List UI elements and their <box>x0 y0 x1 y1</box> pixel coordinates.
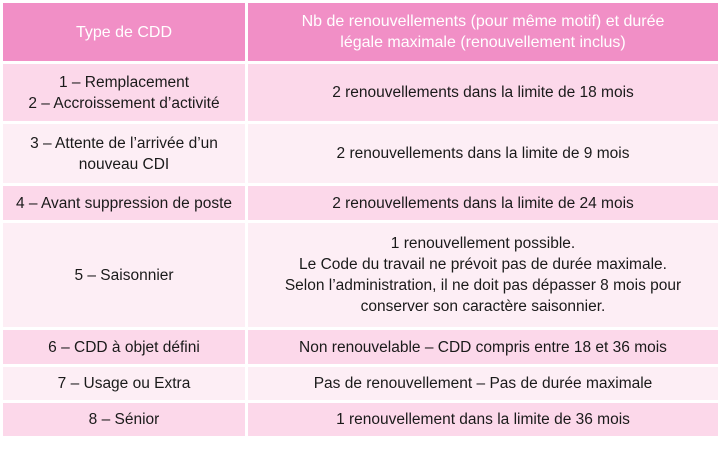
cell-line: 5 – Saisonnier <box>74 266 174 284</box>
cell-rule <box>248 223 718 327</box>
cell-line: Selon l’administration, il ne doit pas dépasser 8 mois pour <box>284 277 682 294</box>
cell-line: 3 – Attente de l’arrivée d’un <box>30 134 218 152</box>
cell-line: Non renouvelable – CDD compris entre 18 et 36 mois <box>299 338 667 356</box>
cell-rule <box>248 330 718 364</box>
cell-type <box>3 367 245 400</box>
cell-rule <box>248 367 718 400</box>
cell-rule <box>248 124 718 183</box>
table-row <box>3 223 718 327</box>
cell-line: nouveau CDI <box>78 155 170 173</box>
cell-line: 1 – Remplacement <box>58 73 190 91</box>
table-row <box>3 186 718 220</box>
table-row <box>3 403 718 436</box>
cell-line: Pas de renouvellement – Pas de durée maximale <box>313 375 653 392</box>
cell-line: conserver son caractère saisonnier. <box>360 298 606 315</box>
cell-line: 7 – Usage ou Extra <box>57 375 191 392</box>
cell-type <box>3 64 245 121</box>
header-line: légale maximale (renouvellement inclus) <box>340 34 626 51</box>
cell-type <box>3 124 245 183</box>
table-row <box>3 367 718 400</box>
cell-line: 2 – Accroissement d’activité <box>28 94 220 112</box>
header-type-de-cdd <box>3 3 245 61</box>
cell-type <box>3 330 245 364</box>
cell-line: 4 – Avant suppression de poste <box>15 194 232 212</box>
cell-type <box>3 223 245 327</box>
cell-line: 6 – CDD à objet défini <box>48 338 200 356</box>
cell-rule <box>248 403 718 436</box>
header-renewals-duration <box>248 3 718 61</box>
cell-rule <box>248 186 718 220</box>
cell-line: 2 renouvellements dans la limite de 9 mois <box>336 145 630 162</box>
cell-line: 2 renouvellements dans la limite de 24 mois <box>332 194 634 212</box>
cell-rule <box>248 64 718 121</box>
cell-type <box>3 186 245 220</box>
table-row <box>3 124 718 183</box>
header-line: Type de CDD <box>75 23 173 41</box>
cell-line: 2 renouvellements dans la limite de 18 mois <box>332 84 634 101</box>
cell-line: Le Code du travail ne prévoit pas de durée maximale. <box>299 256 667 273</box>
header-line: Nb de renouvellements (pour même motif) et durée <box>301 13 665 30</box>
table-row <box>3 64 718 121</box>
cell-line: 1 renouvellement possible. <box>390 235 576 252</box>
cell-type <box>3 403 245 436</box>
cell-line: 1 renouvellement dans la limite de 36 mois <box>336 411 630 428</box>
table-row <box>3 330 718 364</box>
cell-line: 8 – Sénior <box>88 411 160 428</box>
header-row <box>3 3 718 61</box>
